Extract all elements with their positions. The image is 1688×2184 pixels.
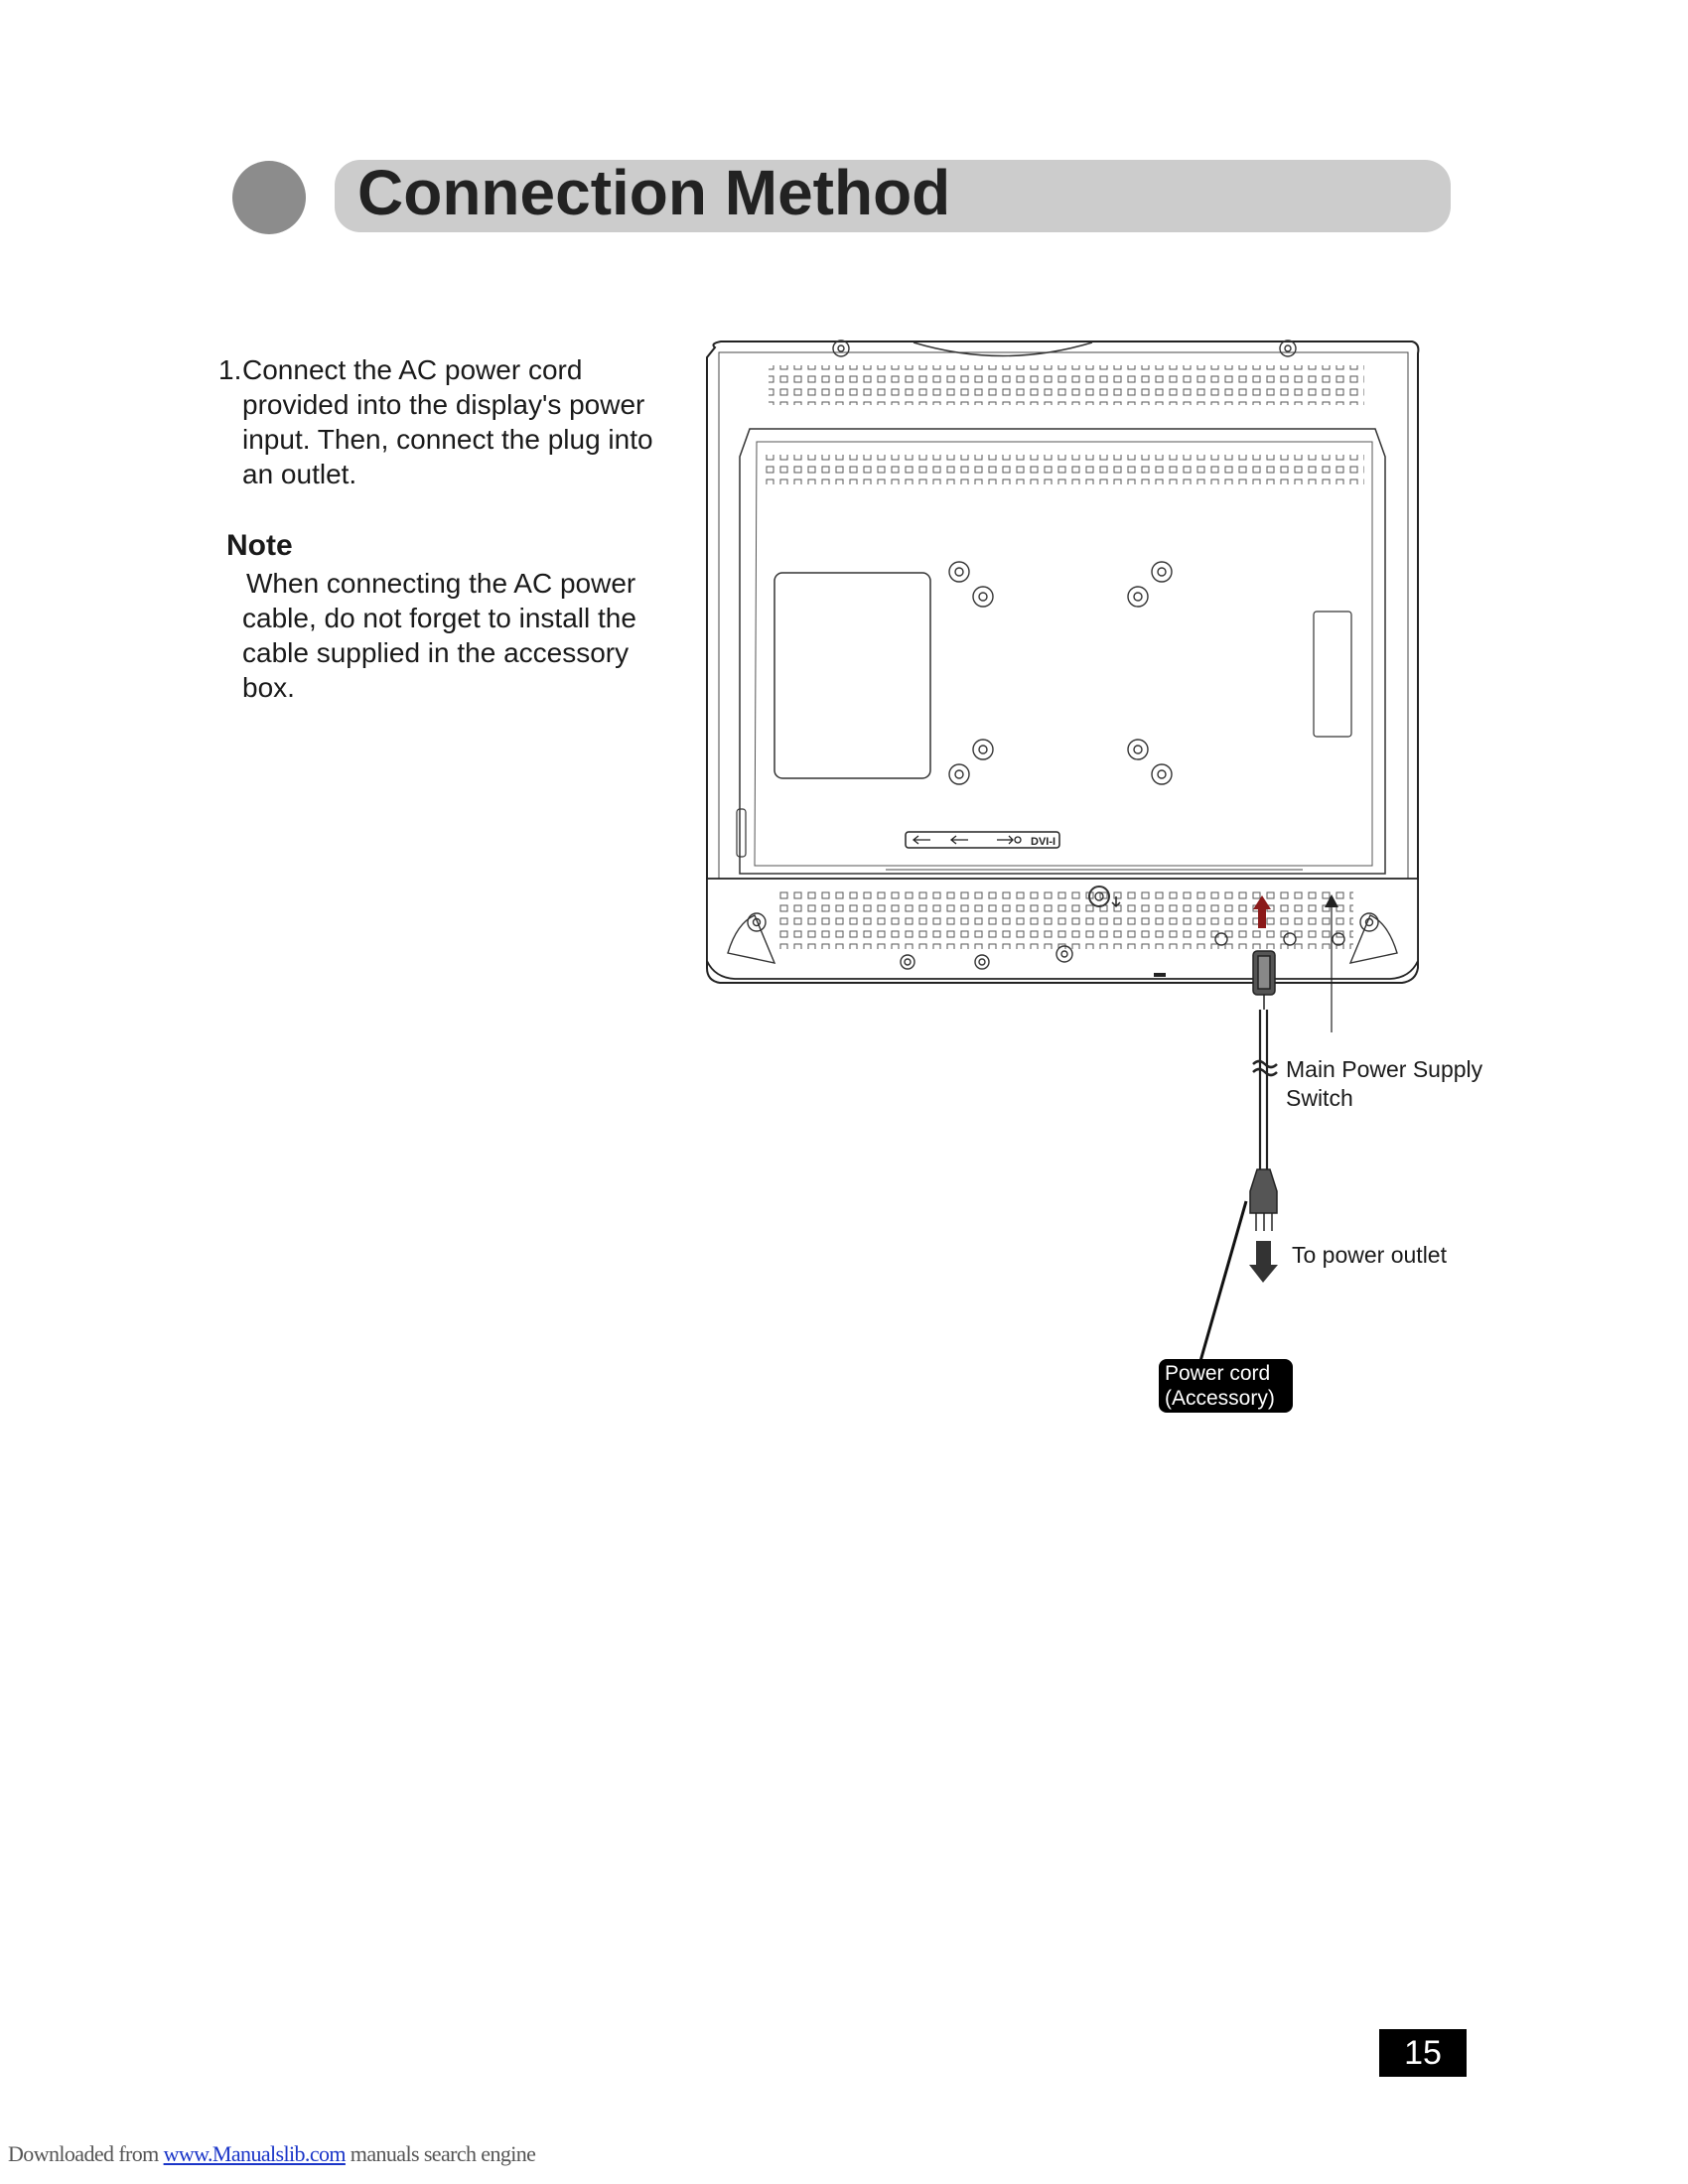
main-power-switch-callout: Main Power Supply Switch [1286, 1056, 1483, 1111]
note-heading: Note [226, 529, 293, 562]
header-bullet-dot [232, 161, 306, 234]
power-plug [1250, 1169, 1277, 1231]
footer-download-notice [8, 2141, 535, 2167]
to-outlet-arrow [1249, 1241, 1278, 1283]
power-cord-badge: Power cord (Accessory) [1159, 1359, 1293, 1413]
footer-prefix: Downloaded from [8, 2141, 164, 2166]
step-instruction-text: Connect the AC power cord provided into the display's power input. Then, connect the plug into an outlet. [242, 354, 653, 489]
power-outlet-callout: To power outlet [1292, 1242, 1447, 1268]
note-text: When connecting the AC power cable, do not forget to install the cable supplied in the accessory box. [242, 568, 636, 703]
dvi-port-label: DVI-I [1031, 836, 1056, 848]
power-connector [1253, 951, 1275, 1010]
footer-suffix: manuals search engine [345, 2141, 536, 2166]
page-number: 15 [1379, 2029, 1467, 2077]
power-cable [1253, 1010, 1277, 1169]
page-title: Connection Method [357, 157, 951, 228]
footer-manualslib-link[interactable]: www.Manualslib.com [163, 2141, 346, 2166]
step-number: 1. [218, 354, 242, 385]
